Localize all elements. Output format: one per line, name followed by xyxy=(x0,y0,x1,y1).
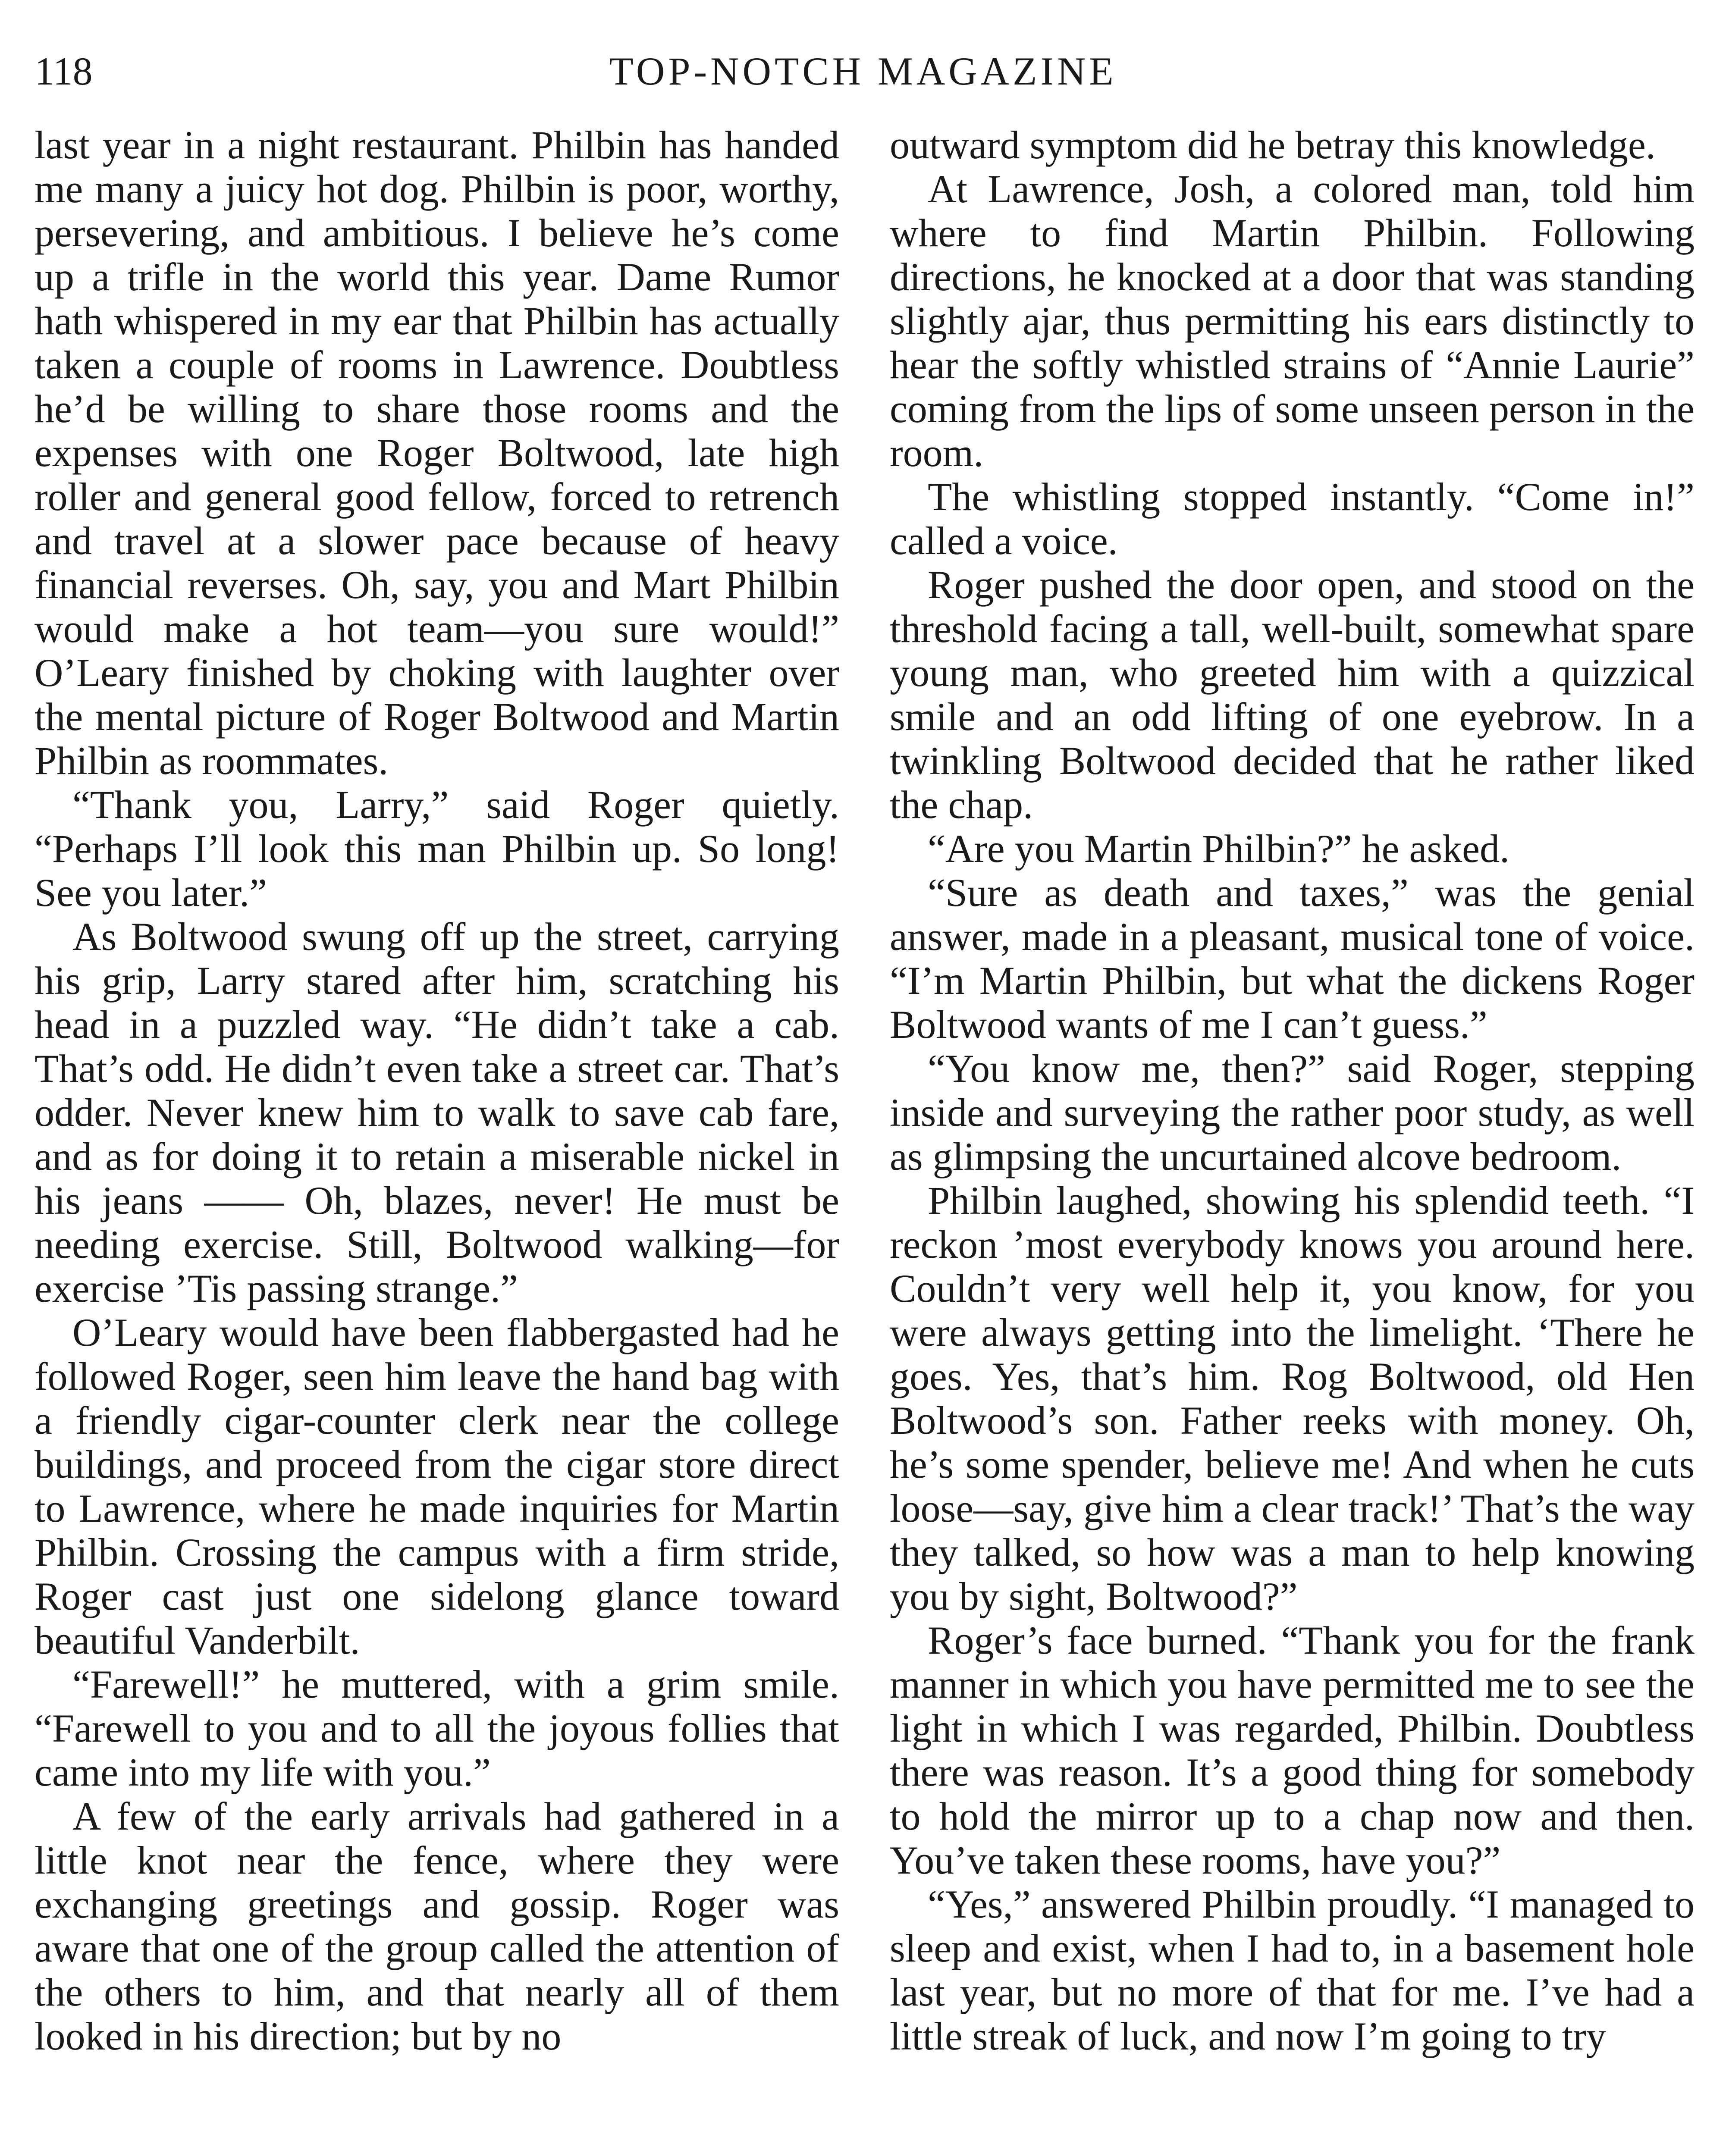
right-column xyxy=(890,123,1695,2156)
paragraph: “Are you Martin Philbin?” he asked. xyxy=(928,827,1509,871)
page-number: 118 xyxy=(35,49,93,93)
paragraph: Roger’s face burned. “Thank you for the frank manner in which you have permitted me to see the light in which I was regarded, Philbin. Doubtless there was reason. It’s a good thing for somebody to hold the mirror up to a chap now and then. You’ve taken these rooms, have you?” xyxy=(890,1618,1695,1882)
paragraph: outward symptom did he betray this knowledge. xyxy=(890,123,1656,167)
paragraph: “Sure as death and taxes,” was the genial answer, made in a pleasant, musical tone of voice. “I’m Martin Philbin, but what the dickens Roger Boltwood wants of me I can’t guess.” xyxy=(890,871,1695,1047)
paragraph: “Farewell!” he muttered, with a grim smile. “Farewell to you and to all the joyous follies that came into my life with you.” xyxy=(35,1662,839,1794)
paragraph: Philbin laughed, showing his splendid teeth. “I reckon ’most everybody knows you around here. Couldn’t very well help it, you know, for you were always getting into the limelight. ‘There he goes. Yes, that’s him. Rog Boltwood, old Hen Boltwood’s son. Father reeks with money. Oh, he’s some spender, believe me! And when he cuts loose—say, give him a clear track!’ That’s the way they talked, so how was a man to help knowing you by sight, Boltwood?” xyxy=(890,1178,1695,1618)
running-title: TOP-NOTCH MAGAZINE xyxy=(609,49,1117,93)
paragraph: The whistling stopped instantly. “Come in!” called a voice. xyxy=(890,475,1695,563)
paragraph: O’Leary would have been flabbergasted had he followed Roger, seen him leave the hand bag with a friendly cigar-counter clerk near the college buildings, and proceed from the cigar store direct to Lawrence, where he made inquiries for Martin Philbin. Crossing the campus with a firm stride, Roger cast just one sidelong glance toward beautiful Vanderbilt. xyxy=(35,1310,839,1662)
paragraph: “Thank you, Larry,” said Roger quietly. “Perhaps I’ll look this man Philbin up. So long! See you later.” xyxy=(35,783,839,915)
paragraph: “Yes,” answered Philbin proudly. “I managed to sleep and exist, when I had to, in a basement hole last year, but no more of that for me. I’ve had a little streak of luck, and now I’m going to try xyxy=(890,1882,1695,2058)
paragraph: At Lawrence, Josh, a colored man, told him where to find Martin Philbin. Following directions, he knocked at a door that was standing slightly ajar, thus permitting his ears distinctly to hear the softly whistled strains of “Annie Laurie” coming from the lips of some unseen person in the room. xyxy=(890,167,1695,475)
page-header xyxy=(35,41,1691,106)
paragraph: Roger pushed the door open, and stood on the threshold facing a tall, well-built, somewhat spare young man, who greeted him with a quizzical smile and an odd lifting of one eyebrow. In a twinkling Boltwood decided that he rather liked the chap. xyxy=(890,563,1695,827)
paragraph: last year in a night restaurant. Philbin has handed me many a juicy hot dog. Philbin is poor, worthy, persevering, and ambitious. I believe he’s come up a trifle in the world this year. Dame Rumor hath whispered in my ear that Philbin has actually taken a couple of rooms in Lawrence. Doubtless he’d be willing to share those rooms and the expenses with one Roger Boltwood, late high roller and general good fellow, forced to retrench and travel at a slower pace because of heavy financial reverses. Oh, say, you and Mart Philbin would make a hot team—you sure would!” O’Leary finished by choking with laughter over the mental picture of Roger Boltwood and Martin Philbin as roommates. xyxy=(35,123,839,783)
paragraph: “You know me, then?” said Roger, stepping inside and surveying the rather poor study, as well as glimpsing the uncurtained alcove bedroom. xyxy=(890,1047,1695,1178)
left-column xyxy=(35,123,839,2156)
paragraph: A few of the early arrivals had gathered in a little knot near the fence, where they were exchanging greetings and gossip. Roger was aware that one of the group called the attention of the others to him, and that nearly all of them looked in his direction; but by no xyxy=(35,1794,839,2058)
paragraph: As Boltwood swung off up the street, carrying his grip, Larry stared after him, scratching his head in a puzzled way. “He didn’t take a cab. That’s odd. He didn’t even take a street car. That’s odder. Never knew him to walk to save cab fare, and as for doing it to retain a miserable nickel in his jeans —— Oh, blazes, never! He must be needing exercise. Still, Boltwood walking—for exercise ’Tis passing strange.” xyxy=(35,915,839,1310)
